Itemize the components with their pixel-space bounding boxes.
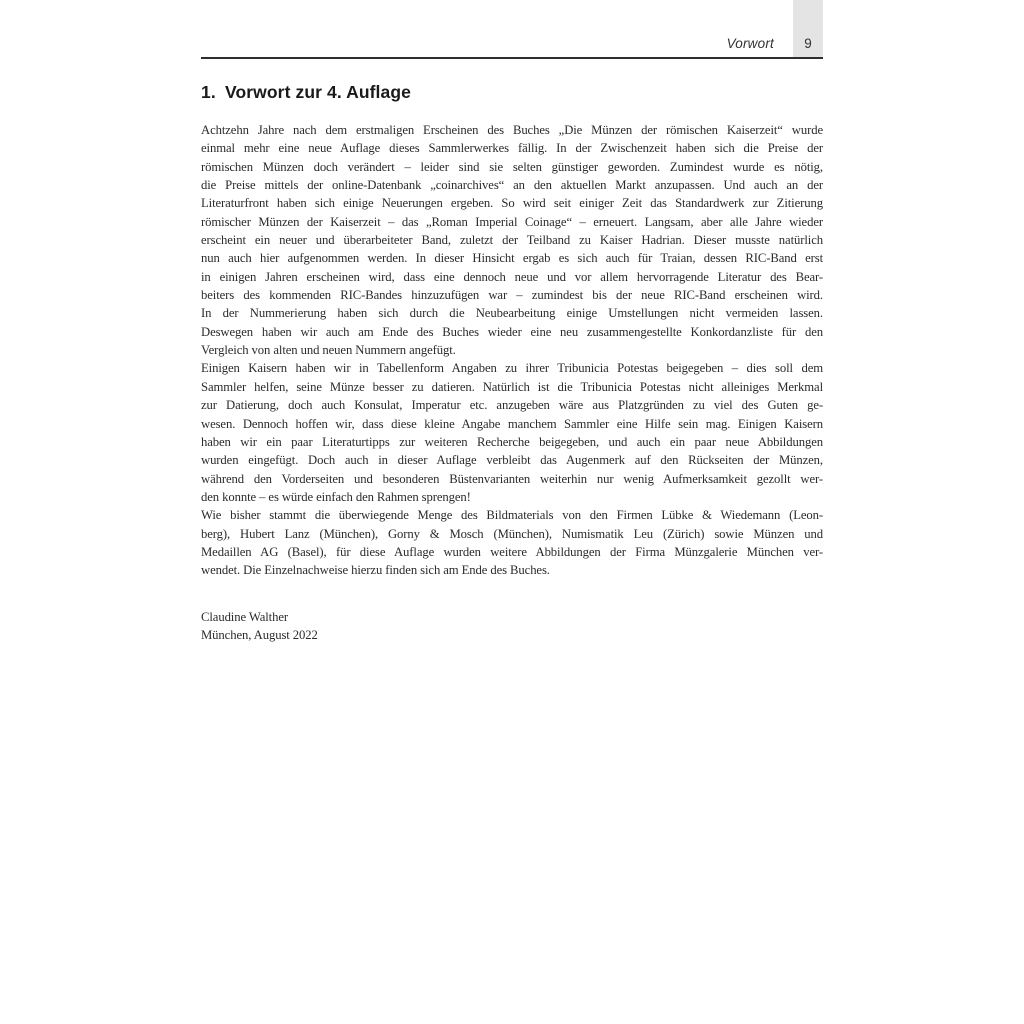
- body-line: römischen Münzen doch verändert – leider sind sie selten günstiger geworden. Zumindest wurde es nötig,: [201, 159, 823, 174]
- body-line: erscheint ein neuer und überarbeiteter Band, zuletzt der Teilband zu Kaiser Hadrian. Dieser musste natürlich: [201, 233, 823, 248]
- chapter-number: 1.: [201, 82, 216, 102]
- page-number: 9: [804, 36, 812, 51]
- signature-name: Claudine Walther: [201, 609, 288, 624]
- body-line: wesen. Dennoch hoffen wir, dass diese kleine Angabe manchem Sammler eine Hilfe sein mag. Einigen Kaisern: [201, 416, 823, 431]
- body-line: Sammler helfen, seine Münze besser zu datieren. Natürlich ist die Tribunicia Potestas nicht alleiniges Merkmal: [201, 379, 823, 394]
- body-line: wendet. Die Einzelnachweise hierzu finden sich am Ende des Buches.: [201, 563, 550, 578]
- body-line: Medaillen AG (Basel), für diese Auflage wurden weitere Abbildungen der Firma Münzgalerie München ver-: [201, 544, 823, 559]
- body-line: In der Nummerierung haben sich durch die Neubearbeitung einige Umstellungen nicht vermeiden lassen.: [201, 306, 823, 321]
- body-line: Vergleich von alten und neuen Nummern angefügt.: [201, 343, 456, 358]
- body-line: Achtzehn Jahre nach dem erstmaligen Erscheinen des Buches „Die Münzen der römischen Kaiserzeit“ wurde: [201, 123, 823, 137]
- body-line: Deswegen haben wir auch am Ende des Buches wieder eine neu zusammengestellte Konkordanzliste für den: [201, 324, 823, 339]
- paragraph-1: [201, 121, 823, 359]
- body-line: den konnte – es würde einfach den Rahmen sprengen!: [201, 489, 471, 504]
- chapter-heading: [201, 82, 823, 103]
- body-line: berg), Hubert Lanz (München), Gorny & Mosch (München), Numismatik Leu (Zürich) sowie Münzen und: [201, 526, 823, 541]
- body-line: in einigen Jahren erscheinen wird, dass eine dennoch neue und vor allem hervorragende Literatur des Bear-: [201, 269, 823, 284]
- body-line: Literaturfront haben sich einige Neuerungen ergeben. So wird seit einiger Zeit das Standardwerk zur Zitierung: [201, 196, 823, 211]
- chapter-title: Vorwort zur 4. Auflage: [225, 82, 411, 102]
- body-line: einmal mehr eine neue Auflage dieses Sammlerwerkes fällig. In der Zwischenzeit haben sich die Preise der: [201, 141, 823, 156]
- body-line: wurden eingefügt. Doch auch in dieser Auflage verbleibt das Augenmerk auf den Rückseiten der Münzen,: [201, 453, 823, 468]
- book-page: [201, 0, 823, 644]
- paragraph-3: [201, 506, 823, 579]
- body-line: römischer Münzen der Kaiserzeit – das „Roman Imperial Coinage“ – erneuert. Langsam, aber alle Jahre wieder: [201, 214, 823, 229]
- body-line: während den Vorderseiten und besonderen Büstenvarianten weiterhin nur wenig Aufmerksamkeit gezollt wer-: [201, 471, 823, 486]
- paragraph-2: [201, 359, 823, 506]
- header-rule: [201, 57, 823, 59]
- signature-block: [201, 608, 823, 645]
- body-line: Einigen Kaisern haben wir in Tabellenform Angaben zu ihrer Tribunicia Potestas beigegeben – dies soll dem: [201, 361, 823, 376]
- body-line: nun auch hier aufgenommen werden. In dieser Hinsicht ergab es sich auch für Traian, dessen RIC-Band erst: [201, 251, 823, 266]
- body-line: die Preise mittels der online-Datenbank „coinarchives“ an den aktuellen Markt anzupassen. Und auch an der: [201, 178, 823, 193]
- body-line: beiters des kommenden RIC-Bandes hinzuzufügen war – zumindest bis der neue RIC-Band erscheinen wird.: [201, 288, 823, 303]
- running-header: [201, 0, 823, 57]
- body-text: [201, 121, 823, 580]
- page-number-box: [793, 0, 823, 57]
- body-line: Wie bisher stammt die überwiegende Menge des Bildmaterials von den Firmen Lübke & Wiedemann (Leon-: [201, 508, 823, 523]
- body-line: zur Datierung, doch auch Konsulat, Imperatur etc. anzugeben wäre aus Platzgründen zu viel des Guten ge-: [201, 398, 823, 413]
- signature-place-date: München, August 2022: [201, 627, 318, 642]
- body-line: haben wir ein paar Literaturtipps zur weiteren Recherche beigegeben, und auch ein paar neue Abbildungen: [201, 434, 823, 449]
- header-section-label: Vorwort: [726, 36, 774, 51]
